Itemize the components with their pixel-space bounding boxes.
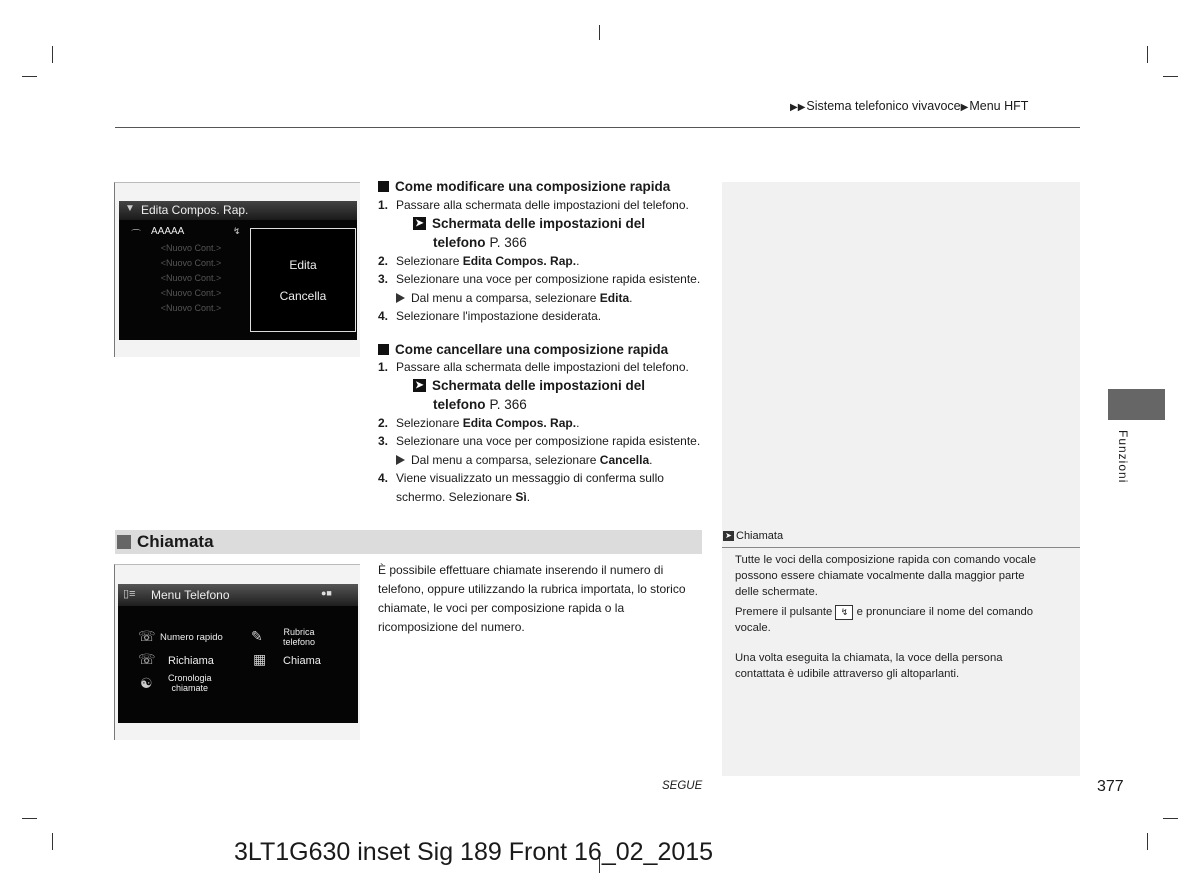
print-code: 3LT1G630 inset Sig 189 Front 16_02_2015 (234, 838, 714, 866)
side-note-title: ➤ Chiamata (723, 530, 783, 542)
speed-dial-entry[interactable]: <Nuovo Cont.> (160, 243, 222, 253)
screenshot-frame (114, 182, 360, 357)
cronologia-button[interactable]: Cronologia chiamate (168, 673, 212, 693)
step-3: 3. Selezionare una voce per composizione rapida esistente. (378, 272, 701, 286)
step-4: 4. Selezionare l'impostazione desiderata. (378, 309, 602, 323)
sub-step: Dal menu a comparsa, selezionare Cancella . (396, 453, 652, 467)
step-4-line2: schermo. Selezionare Sì . (396, 490, 531, 504)
screenshot-frame (114, 564, 360, 740)
speed-dial-entry[interactable]: <Nuovo Cont.> (160, 258, 222, 268)
breadcrumb (790, 99, 1028, 113)
signal-status-icon: ●■ (321, 588, 332, 598)
step-1: 1. Passare alla schermata delle impostazioni del telefono. (378, 360, 689, 374)
entry-name: AAAAA (151, 226, 185, 237)
sub-step: Dal menu a comparsa, selezionare Edita . (396, 291, 632, 305)
note-marker-icon: ➤ (723, 531, 734, 541)
crop-mark (52, 46, 53, 63)
keypad-icon: ▦ (253, 651, 267, 667)
sidebar-panel (722, 182, 1080, 776)
breadcrumb-item: Sistema telefonico vivavoce (806, 99, 961, 113)
phonebook-icon: ✎ (251, 628, 263, 644)
step-2: 2. Selezionare Edita Compos. Rap. . (378, 254, 580, 268)
voice-tag-icon: ↯ (233, 226, 241, 236)
phone-menu-icon: ▯≡ (123, 588, 136, 600)
section-bar-chiamata (115, 530, 702, 554)
delete-option[interactable]: Cancella (279, 289, 327, 303)
reference-arrow-icon: ➤ (413, 379, 426, 392)
page-reference: P. 366 (489, 235, 527, 250)
side-note-body: Tutte le voci della composizione rapida con comando vocale possono essere chiamate vocalmente dalla maggior parte delle schermate. Premere il pulsante ↯ e pronunciare il nome del comando vocale. Una volta eseguita la chiamata, la voce della persona contattata è udibile attraverso gli altoparlanti. (735, 554, 1037, 680)
section-marker-icon (117, 535, 131, 549)
breadcrumb-item: Menu HFT (969, 99, 1029, 113)
arrow-icon: ▶ (960, 102, 969, 113)
section-heading-edit: Come modificare una composizione rapida (378, 179, 670, 194)
step-1: 1. Passare alla schermata delle impostazioni del telefono. (378, 198, 689, 212)
screen-title: Edita Compos. Rap. (141, 203, 249, 217)
crop-mark (1163, 76, 1178, 77)
crop-mark (1147, 833, 1148, 850)
crop-mark (52, 833, 53, 850)
cross-reference-line2: telefono P. 366 (433, 235, 527, 250)
cross-reference[interactable]: ➤ Schermata delle impostazioni del (413, 216, 645, 231)
numero-rapido-button[interactable]: Numero rapido (160, 632, 223, 643)
crop-mark (1163, 818, 1178, 819)
page-reference: P. 366 (489, 397, 527, 412)
screen-edita-compos (119, 201, 357, 340)
triangle-bullet-icon (396, 455, 405, 465)
crop-mark (599, 25, 600, 40)
triangle-bullet-icon (396, 293, 405, 303)
talk-button-icon: ↯ (835, 605, 853, 620)
step-3: 3. Selezionare una voce per composizione rapida esistente. (378, 434, 701, 448)
phone-icon: ▼ (125, 203, 135, 214)
rubrica-button[interactable]: Rubrica telefono (283, 627, 316, 647)
crop-mark (22, 818, 37, 819)
screen-title: Menu Telefono (151, 588, 230, 602)
richiama-button[interactable]: Richiama (168, 655, 214, 667)
call-history-icon: ☯ (140, 675, 153, 691)
header-rule (115, 127, 1080, 128)
step-2: 2. Selezionare Edita Compos. Rap. . (378, 416, 580, 430)
square-bullet-icon (378, 344, 389, 355)
speed-dial-entry[interactable]: <Nuovo Cont.> (160, 303, 222, 313)
reference-arrow-icon: ➤ (413, 217, 426, 230)
section-title: Chiamata (137, 532, 214, 551)
chiama-button[interactable]: Chiama (283, 655, 321, 667)
speed-dial-entry-selected[interactable] (131, 226, 245, 240)
speed-dial-entry[interactable]: <Nuovo Cont.> (160, 288, 222, 298)
redial-icon: ☏ (138, 651, 156, 667)
cross-reference-line2: telefono P. 366 (433, 397, 527, 412)
edit-option[interactable]: Edita (289, 258, 317, 272)
section-heading-delete: Come cancellare una composizione rapida (378, 342, 668, 357)
speed-dial-entry[interactable]: <Nuovo Cont.> (160, 273, 222, 283)
double-arrow-icon: ▶▶ (790, 102, 806, 113)
handset-icon: ⌒ (131, 230, 141, 241)
chapter-tab-label: Funzioni (1116, 430, 1130, 484)
chiamata-body: È possibile effettuare chiamate inserendo il numero di telefono, oppure utilizzando la rubrica importata, lo storico chiamate, le voci per composizione rapida o la ricomposizione del numero. (378, 563, 686, 634)
continued-label: SEGUE (662, 780, 703, 792)
crop-mark (1147, 46, 1148, 63)
speed-dial-icon: ☏ (138, 628, 156, 644)
page-number: 377 (1097, 778, 1124, 795)
cross-reference[interactable]: ➤ Schermata delle impostazioni del (413, 378, 645, 393)
step-4: 4. Viene visualizzato un messaggio di conferma sullo (378, 471, 664, 485)
screen-menu-telefono (118, 584, 358, 723)
popup-menu (250, 228, 356, 332)
side-note-rule (722, 547, 1080, 548)
chapter-tab (1108, 389, 1165, 420)
square-bullet-icon (378, 181, 389, 192)
crop-mark (22, 76, 37, 77)
